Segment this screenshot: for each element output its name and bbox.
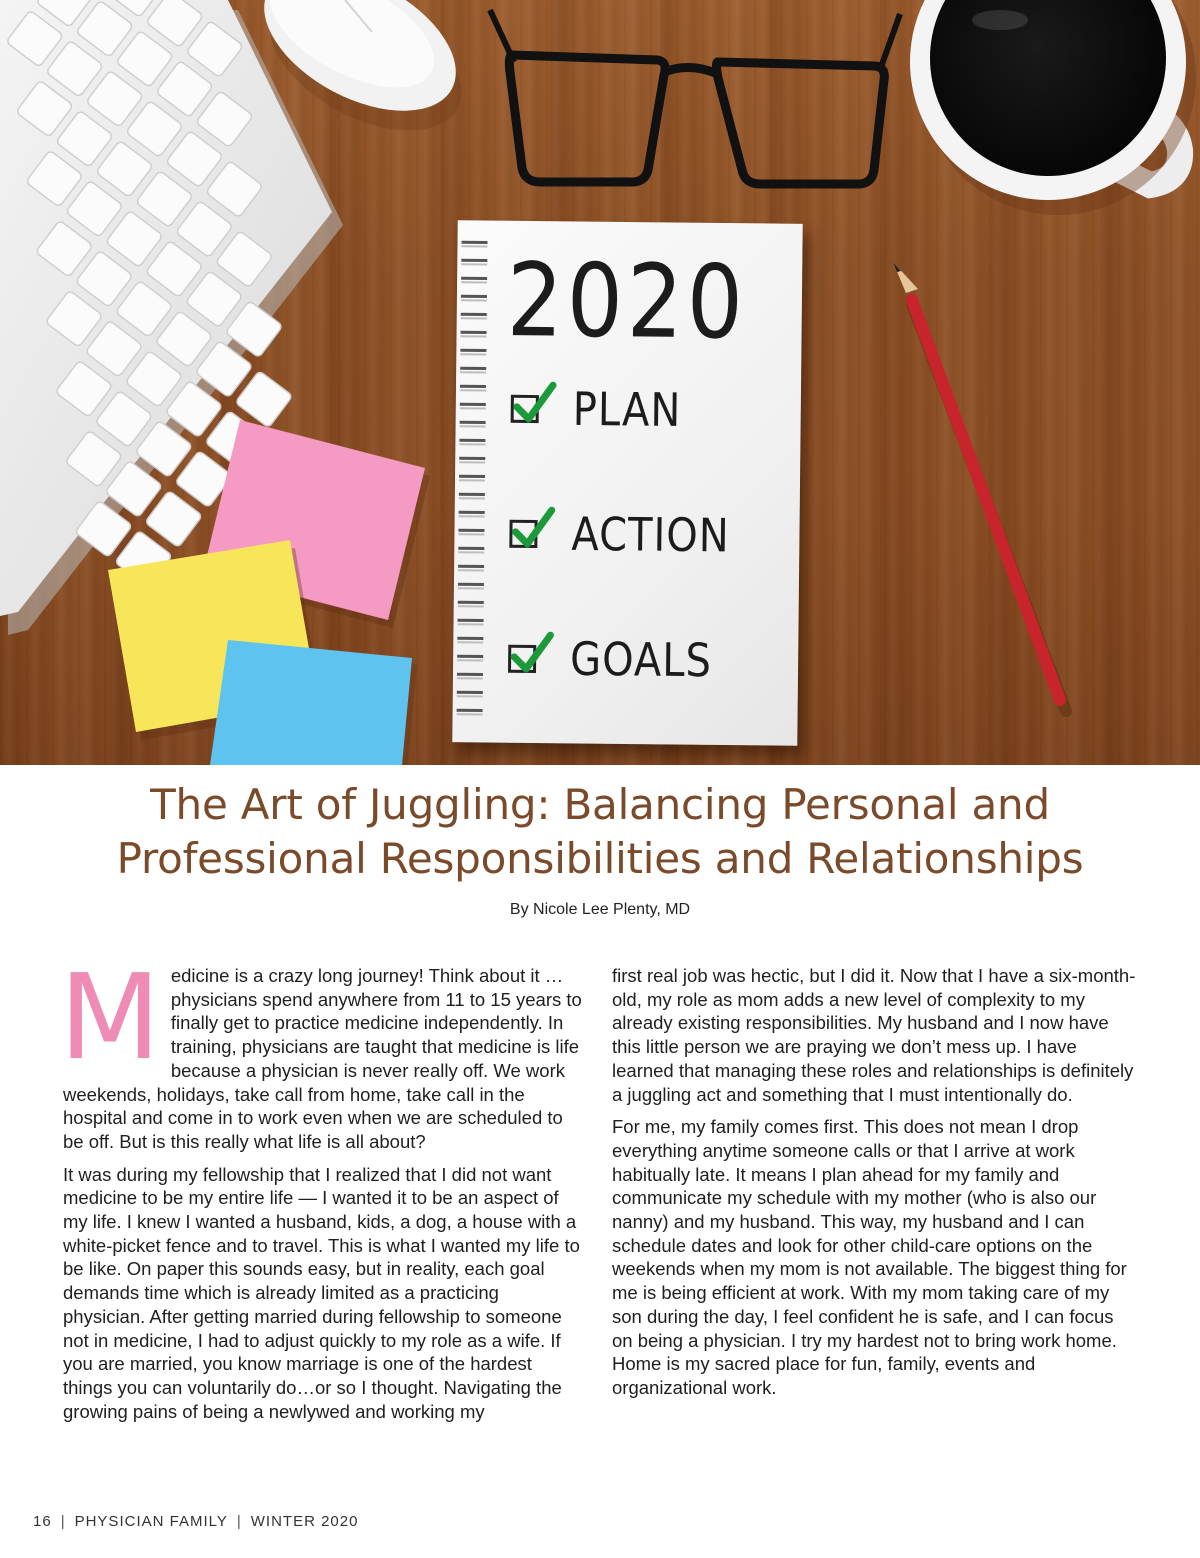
checklist-label: ACTION [571,508,730,563]
publication-name: PHYSICIAN FAMILY [74,1513,228,1530]
checklist-label: PLAN [572,383,682,438]
checkmark-icon [509,506,558,555]
paragraph: first real job was hectic, but I did it. Now that I have a six-month-old, my role as mom adds a new level of complexity to my already existing responsibilities. My husband and I now have this little person we are praying we don’t mess up. I have learned that managing these roles and relationships is definitely a juggling act and something that I must intentionally do. [612,965,1136,1105]
paragraph-text: edicine is a crazy long journey! Think about it … physicians spend anywhere from 11 to 15 years to finally get to practice medicine independently. In training, physicians are taught that medicine is life because a physician is never really off. We work weekends, holidays, take call from home, take call in the hospital and come in to work even when we are scheduled to be off. But is this really what life is all about? [63,965,582,1152]
article-title-line-1: The Art of Juggling: Balancing Personal and [150,780,1050,829]
issue-date: WINTER 2020 [250,1513,359,1530]
spiral-binding [452,238,497,728]
paragraph: It was during my fellowship that I realized that I did not want medicine to be my entire life — I wanted it to be an aspect of my life. I knew I wanted a husband, kids, a dog, a house with a white-picket fence and to travel. This is what I wanted my life to be like. On paper this sounds easy, but in reality, each goal demands time which is already limited as a practicing physician. After getting married during fellowship to someone not in medicine, I had to adjust quickly to my role as a wife. If you are married, you know marriage is one of the hardest things you can voluntarily do…or so I thought. Navigating the growing pains of being a newlywed and working my [63,1163,580,1422]
notebook-year: 2020 [506,240,748,362]
page-footer: 16 | PHYSICIAN FAMILY | WINTER 2020 [33,1513,359,1530]
glasses [490,10,900,184]
checklist-item-action [509,506,730,566]
article-title-line-2: Professional Responsibilities and Relationships [116,834,1084,883]
page-number: 16 [33,1513,52,1530]
article-column-right [612,964,1137,1409]
notebook [452,220,802,746]
article-title [40,778,1160,886]
checklist-label: GOALS [569,633,713,688]
drop-cap: M [59,948,161,1086]
blue-sticky-note [210,640,412,765]
hero-photo [0,0,1200,765]
checkmark-icon [508,631,557,680]
paragraph: For me, my family comes first. This does not mean I drop everything anytime someone calls or that I arrive at work habitually late. It means I plan ahead for my family and communicate my schedule with my mother (who is also our nanny) and my husband. This way, my husband and I can schedule dates and look for other child-care options on the weekends when my mom is not available. The biggest thing for me is being efficient at work. With my mom taking care of my son during the day, I feel confident he is safe, and I can focus on being a physician. I try my hardest not to bring work home. Home is my sacred place for fun, family, events and organizational work. [612,1116,1127,1398]
sticky-notes [108,420,430,765]
paragraph [59,948,585,1154]
article-column-left [59,948,585,1432]
pencil [893,262,1066,711]
coffee-cup [910,0,1196,215]
checklist-item-plan [510,381,682,441]
byline: By Nicole Lee Plenty, MD [509,901,691,918]
checkmark-icon [511,381,560,430]
checklist-item-goals [508,631,713,691]
